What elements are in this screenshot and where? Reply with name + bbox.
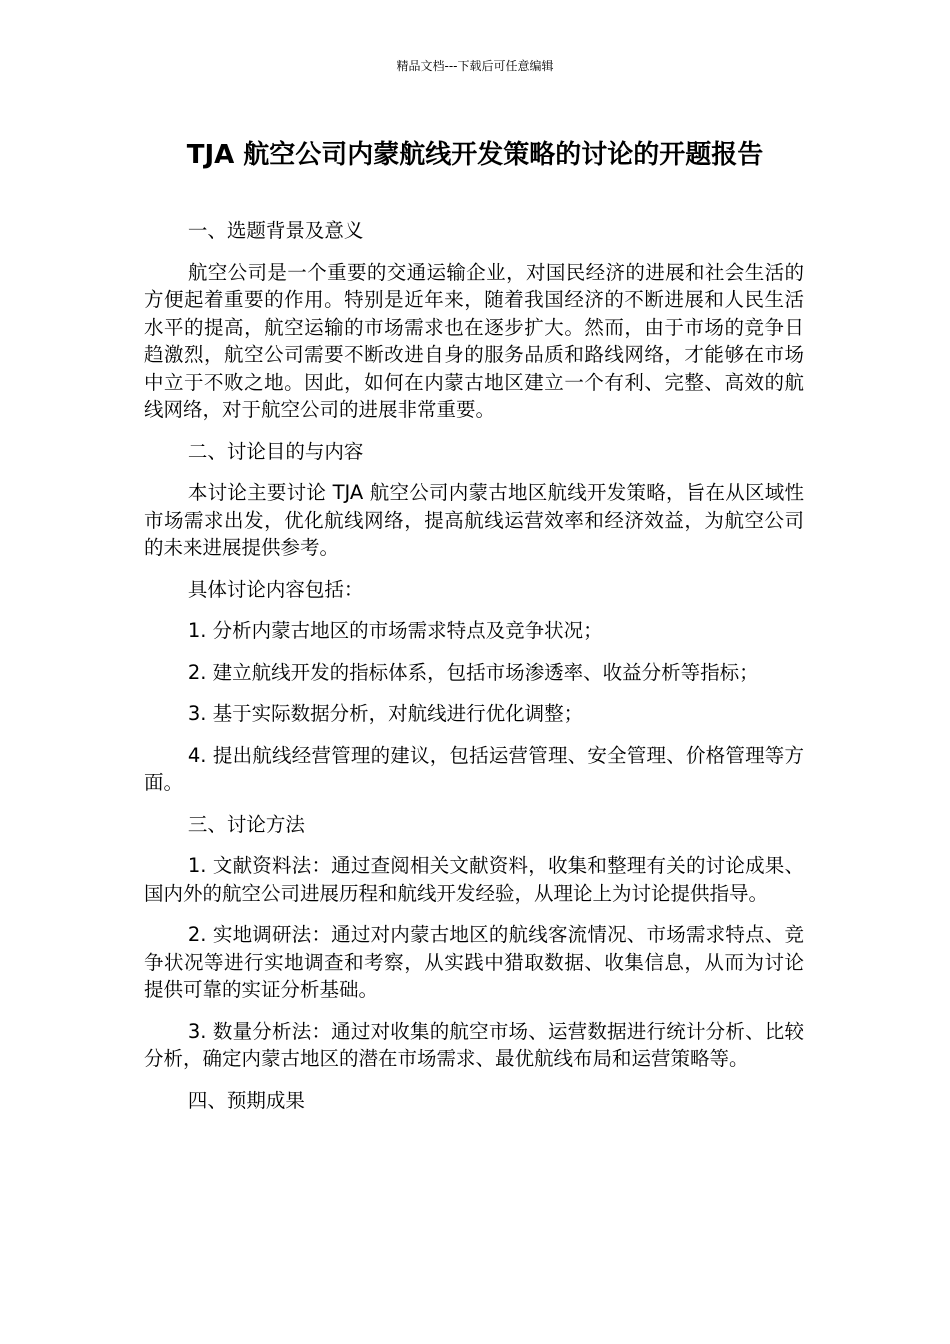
paragraph-objectives: 本讨论主要讨论 TJA 航空公司内蒙古地区航线开发策略，旨在从区域性市场需求出发，优化航线网络，提高航线运营效率和经济效益，为航空公司的未来进展提供参考。 — [144, 481, 804, 559]
list-item-content-1: 1. 分析内蒙古地区的市场需求特点及竞争状况； — [187, 619, 603, 642]
paragraph-content-intro: 具体讨论内容包括： — [187, 577, 364, 601]
list-item-content-2: 2. 建立航线开发的指标体系，包括市场渗透率、收益分析等指标； — [187, 660, 759, 684]
page-header: 精品文档---下载后可任意编辑 — [396, 59, 554, 73]
list-item-content-3: 3. 基于实际数据分析，对航线进行优化调整； — [187, 702, 584, 725]
list-item-method-2: 2. 实地调研法：通过对内蒙古地区的航线客流情况、市场需求特点、竞争状况等进行实地调查和考察，从实践中猎取数据、收集信息，从而为讨论提供可靠的实证分析基础。 — [144, 923, 804, 1001]
document-title: TJA 航空公司内蒙航线开发策略的讨论的开题报告 — [186, 140, 764, 170]
section-heading-objectives: 二、讨论目的与内容 — [187, 439, 364, 463]
section-heading-methods: 三、讨论方法 — [187, 812, 305, 836]
paragraph-background: 航空公司是一个重要的交通运输企业，对国民经济的进展和社会生活的方便起着重要的作用。特别是近年来，随着我国经济的不断进展和人民生活水平的提高，航空运输的市场需求也在逐步扩大。然而，由于市场的竞争日趋激烈，航空公司需要不断改进自身的服务品质和路线网络，才能够在市场中立于不败之地。因此，如何在内蒙古地区建立一个有利、完整、高效的航线网络，对于航空公司的进展非常重要。 — [144, 260, 804, 421]
section-heading-background: 一、选题背景及意义 — [187, 219, 364, 242]
list-item-method-3: 3. 数量分析法：通过对收集的航空市场、运营数据进行统计分析、比较分析，确定内蒙古地区的潜在市场需求、最优航线布局和运营策略等。 — [144, 1019, 804, 1070]
list-item-content-4: 4. 提出航线经营管理的建议，包括运营管理、安全管理、价格管理等方面。 — [144, 743, 804, 794]
section-heading-expected-results: 四、预期成果 — [187, 1088, 305, 1112]
document-body — [144, 217, 804, 1128]
list-item-method-1: 1. 文献资料法：通过查阅相关文献资料，收集和整理有关的讨论成果、国内外的航空公司进展历程和航线开发经验，从理论上为讨论提供指导。 — [144, 854, 804, 905]
